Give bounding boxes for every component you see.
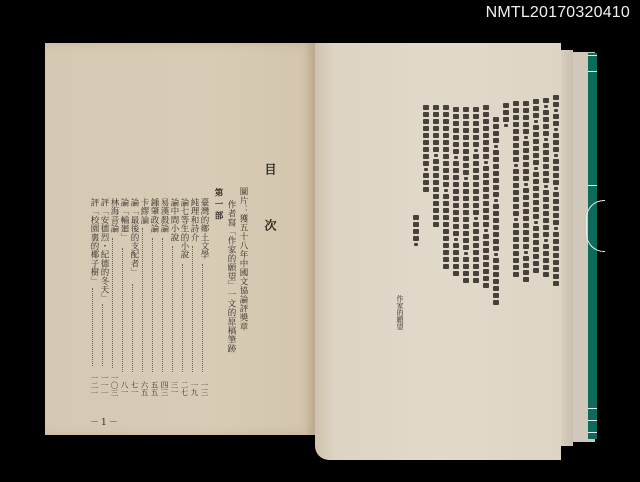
toc-entry-title: 論中間小說 <box>169 198 179 242</box>
leader-dots <box>102 304 103 366</box>
toc-entry-page: 一二一 <box>90 373 99 396</box>
toc-entry-title: 評「安德烈・紀德的冬天」 <box>99 198 109 303</box>
leader-dots <box>192 246 193 372</box>
toc-entry-page: 八一 <box>120 381 129 396</box>
page-number: －1－ <box>90 418 120 428</box>
leader-dots <box>162 238 163 372</box>
leader-dots <box>92 288 93 366</box>
leader-dots <box>122 248 123 372</box>
handwritten-manuscript <box>396 95 565 385</box>
toc-entry-title: 論七等生的小說 <box>179 198 189 259</box>
archive-id-label: NMTL20170320410 <box>485 4 630 21</box>
toc-entry-page: 六五 <box>140 381 149 396</box>
toc-entry-title: 臺灣的鄉土文學 <box>199 198 209 259</box>
figure-caption-line1: 圖片：獲五十八年中國文協論評獎章 <box>238 187 248 331</box>
cover-arc-ornament <box>586 200 605 252</box>
toc-entry[interactable] <box>88 198 99 396</box>
toc-entry-page: 三一 <box>170 381 179 396</box>
section-heading: 第一部 <box>213 188 223 223</box>
toc-entry-page: 一三 <box>200 381 209 396</box>
toc-entry-page: 一〇三 <box>110 373 119 396</box>
toc-entry-title: 評「校園裏的椰子樹」 <box>89 198 99 285</box>
toc-entry-page: 一一一 <box>100 373 109 396</box>
toc-entry-page: 四三 <box>160 381 169 396</box>
toc-entry-title: 林海音論 <box>109 198 119 233</box>
toc-entry[interactable] <box>148 198 159 396</box>
toc-entry-page: 五五 <box>150 381 159 396</box>
toc-entry-page: 七一 <box>130 381 139 396</box>
toc-entry-title: 易漢殺論 <box>159 198 169 233</box>
leader-dots <box>152 238 153 372</box>
leader-dots <box>112 238 113 368</box>
toc-entry-title: 論「輸廻」 <box>119 198 129 242</box>
leader-dots <box>202 264 203 372</box>
leader-dots <box>172 246 173 372</box>
toc-list <box>80 198 212 396</box>
toc-entry-title: 論「最後的支配者」 <box>129 198 139 277</box>
figure-caption-line2: 作者寫「作家的願望」一文的原稿筆跡 <box>226 200 236 353</box>
manuscript-signature: 作家的願望 <box>396 295 404 330</box>
leader-dots <box>142 228 143 372</box>
toc-title: 目 次 <box>263 163 277 247</box>
toc-entry-page: 二七 <box>180 381 189 396</box>
leader-dots <box>132 284 133 372</box>
toc-entry-title: 卡繆論 <box>139 198 149 225</box>
toc-entry-title: 純理和詩介 <box>189 198 199 242</box>
leader-dots <box>182 264 183 372</box>
toc-entry-page: 一九 <box>190 381 199 396</box>
toc-entry-title: 鍾肇政論 <box>149 198 159 233</box>
